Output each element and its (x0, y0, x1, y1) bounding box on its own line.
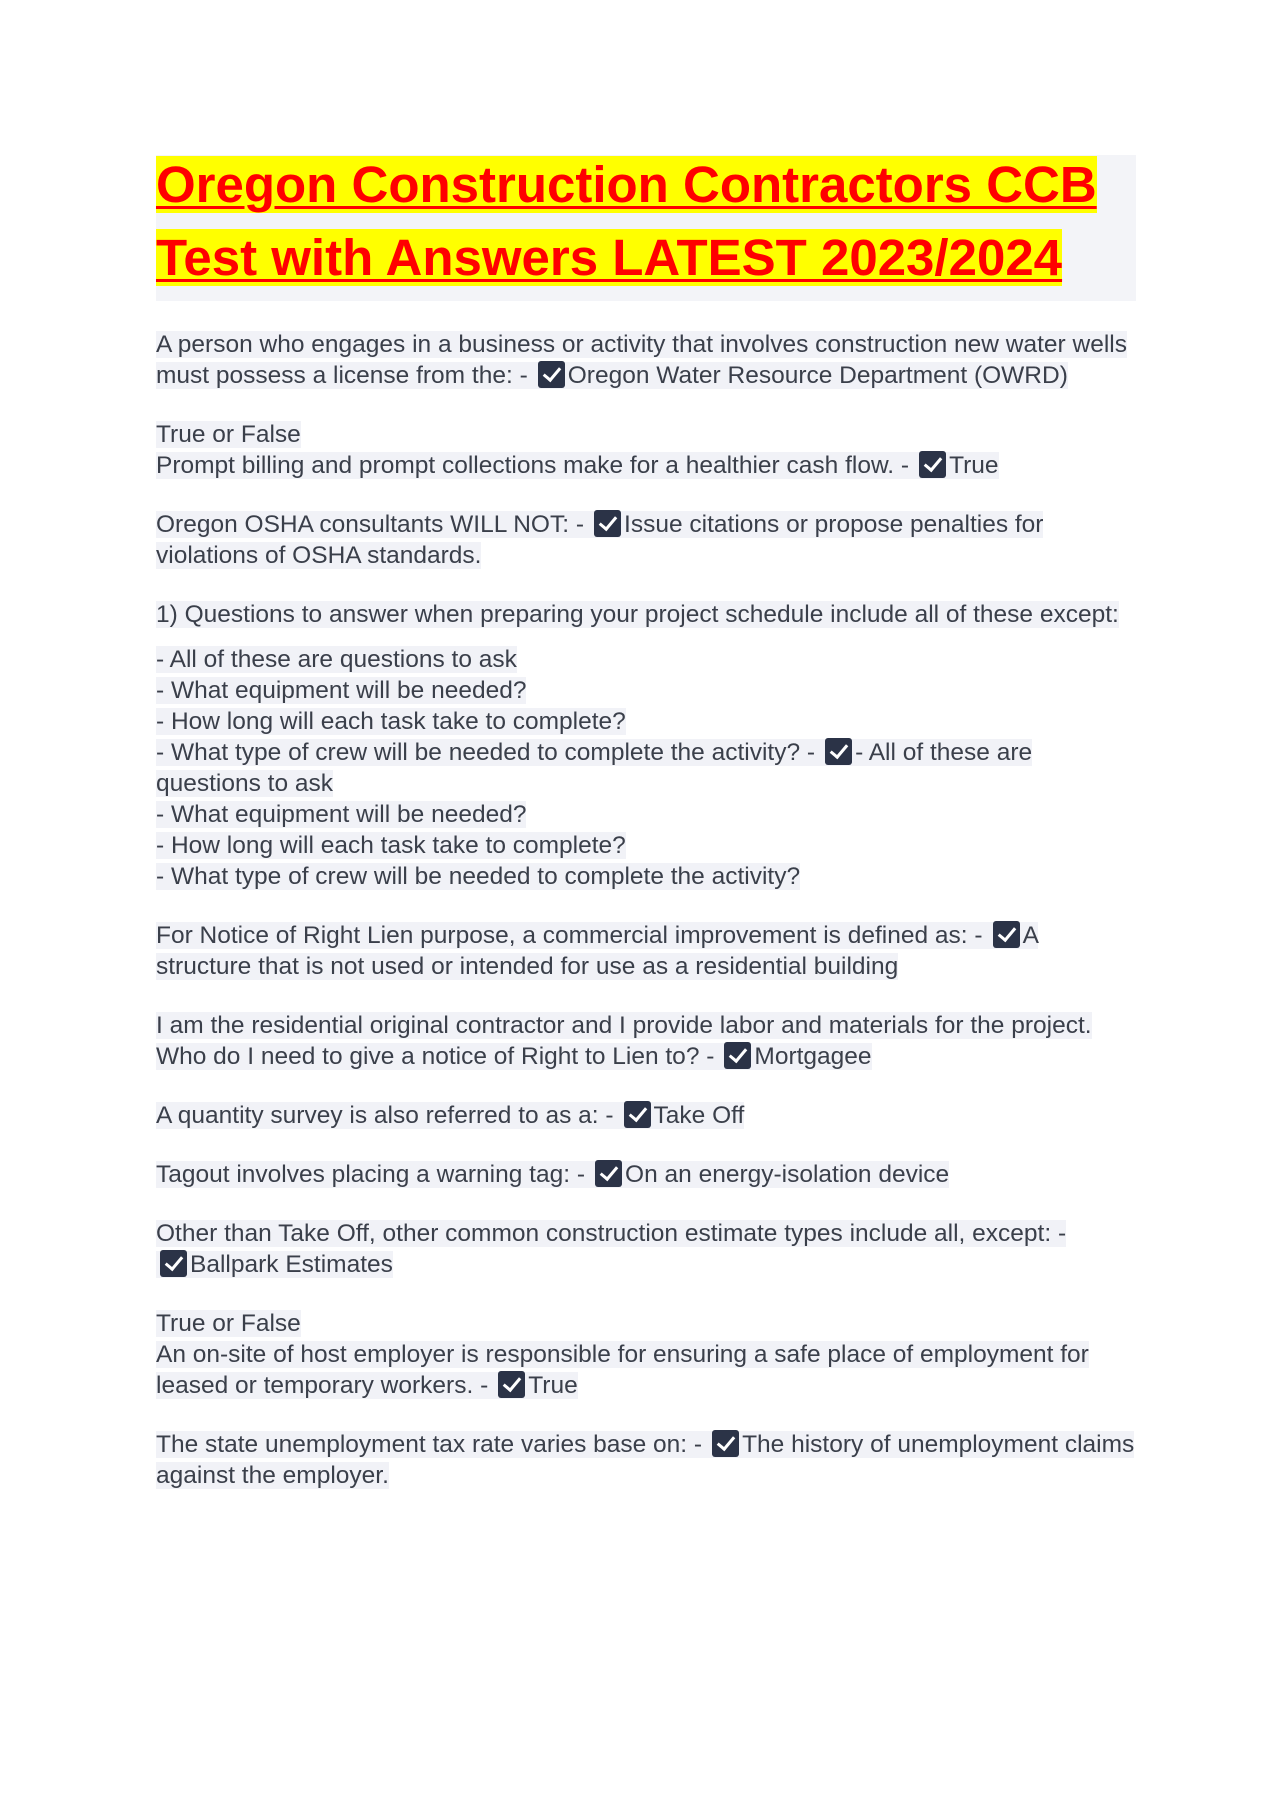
title-block (156, 155, 1136, 301)
qa-item (156, 419, 1136, 481)
answer-text: - What type of crew will be needed to complete the activity? (156, 863, 801, 890)
question-text: A person who engages in a business or activity that involves construction new water wells must possess a license from the: - (156, 331, 1127, 389)
question-prefix: True or False (156, 1310, 301, 1337)
answer-text: - What equipment will be needed? (156, 801, 527, 828)
question-prefix: True or False (156, 421, 301, 448)
qa-item (156, 1100, 1136, 1131)
question-text: I am the residential original contractor and I provide labor and materials for the project. Who do I need to give a notice of Right to Lien to? - (156, 1012, 1092, 1070)
question-text: Tagout involves placing a warning tag: - (156, 1161, 586, 1188)
answer-text: A structure that is not used or intended for use as a residential building (156, 922, 1038, 980)
qa-item (156, 1010, 1136, 1072)
answer-text: Ballpark Estimates (190, 1251, 393, 1278)
check-box-icon (712, 1430, 739, 1457)
qa-item (156, 920, 1136, 982)
qa-item (156, 1218, 1136, 1280)
answer-text: The history of unemployment claims against the employer. (156, 1431, 1135, 1489)
question-text: Prompt billing and prompt collections make for a healthier cash flow. - (156, 452, 910, 479)
answer-text: True (949, 452, 999, 479)
question-text: Oregon OSHA consultants WILL NOT: - (156, 511, 585, 538)
check-box-icon (825, 738, 852, 765)
qa-item (156, 1429, 1136, 1491)
check-box-icon (538, 361, 565, 388)
question-text: A quantity survey is also referred to as a: - (156, 1102, 614, 1129)
check-box-icon (160, 1250, 187, 1277)
document-page (156, 155, 1136, 1519)
answer-text: On an energy-isolation device (625, 1161, 950, 1188)
option-text: - What type of crew will be needed to complete the activity? - (156, 739, 816, 766)
check-box-icon (498, 1371, 525, 1398)
answer-text: - All of these are questions to ask (156, 739, 1033, 797)
check-box-icon (594, 510, 621, 537)
check-box-icon (595, 1160, 622, 1187)
answer-text: Mortgagee (754, 1043, 872, 1070)
qa-item (156, 599, 1136, 892)
qa-list (156, 329, 1136, 1491)
answer-text: Take Off (653, 1102, 745, 1129)
check-box-icon (724, 1042, 751, 1069)
qa-item (156, 1159, 1136, 1190)
answer-text: - How long will each task take to complete? (156, 832, 626, 859)
question-text: The state unemployment tax rate varies base on: - (156, 1431, 703, 1458)
question-text: 1) Questions to answer when preparing your project schedule include all of these except: (156, 601, 1119, 628)
qa-item (156, 329, 1136, 391)
qa-item (156, 1308, 1136, 1401)
question-text: For Notice of Right Lien purpose, a commercial improvement is defined as: - (156, 922, 983, 949)
answer-text: Issue citations or propose penalties for violations of OSHA standards. (156, 511, 1044, 569)
option-text: - What equipment will be needed? (156, 677, 527, 704)
check-box-icon (624, 1101, 651, 1128)
check-box-icon (919, 451, 946, 478)
question-text: An on-site of host employer is responsible for ensuring a safe place of employment for leased or temporary workers. - (156, 1341, 1089, 1399)
option-text: - All of these are questions to ask (156, 646, 517, 673)
option-text: - How long will each task take to complete? (156, 708, 626, 735)
document-title-line-2: Test with Answers LATEST 2023/2024 (156, 229, 1063, 286)
question-text: Other than Take Off, other common construction estimate types include all, except: - (156, 1220, 1067, 1247)
qa-item (156, 509, 1136, 571)
answer-text: True (528, 1372, 578, 1399)
document-title-line-1: Oregon Construction Contractors CCB (156, 156, 1097, 213)
check-box-icon (993, 921, 1020, 948)
answer-text: Oregon Water Resource Department (OWRD) (567, 362, 1068, 389)
